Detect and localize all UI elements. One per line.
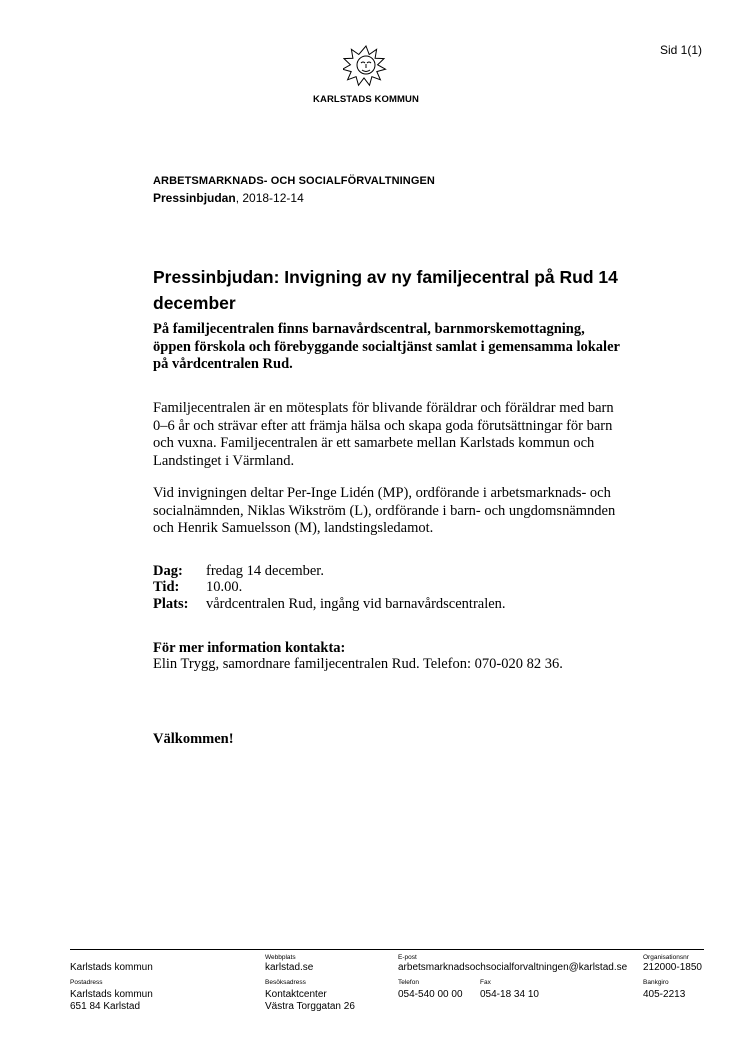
detail-value: fredag 14 december. bbox=[206, 563, 324, 579]
footer-visit-label: Besöksadress bbox=[265, 979, 306, 986]
detail-row-time bbox=[153, 580, 242, 595]
header-logo bbox=[296, 44, 436, 105]
footer-visit-line1: Kontaktcenter bbox=[265, 989, 327, 1000]
detail-label: Dag: bbox=[153, 563, 183, 579]
footer-postal-line2: 651 84 Karlstad bbox=[70, 1001, 141, 1012]
article-lead: På familjecentralen finns barnavårdscentral, barnmorskemottagning, öppen förskola och förebyggande socialtjänst samlat i gemensamma lokaler på vårdcentralen Rud. bbox=[153, 321, 620, 372]
footer-email-label: E-post bbox=[398, 954, 417, 961]
document-date: , 2018-12-14 bbox=[235, 191, 304, 205]
document-type: Pressinbjudan bbox=[153, 191, 236, 205]
body-paragraph: Familjecentralen är en mötesplats för blivande föräldrar och föräldrar med barn 0–6 år och strävar efter att främja hälsa och skapa goda förutsättningar för barn och vuxna. Familjecentralen är ett samarbete mellan Karlstads kommun och Landstinget i Värmland. bbox=[153, 400, 614, 469]
department-name: ARBETSMARKNADS- OCH SOCIALFÖRVALTNINGEN bbox=[153, 175, 435, 187]
contact-text: Elin Trygg, samordnare familjecentralen Rud. Telefon: 070-020 82 36. bbox=[153, 656, 563, 672]
footer-bankgiro: 405-2213 bbox=[643, 989, 686, 1000]
footer-email[interactable]: arbetsmarknadsochsocialforvaltningen@karlstad.se bbox=[398, 962, 628, 973]
detail-row-day bbox=[153, 564, 324, 579]
footer-fax: 054-18 34 10 bbox=[480, 989, 539, 1000]
footer-fax-label: Fax bbox=[480, 979, 491, 986]
footer-website[interactable]: karlstad.se bbox=[265, 962, 314, 973]
footer-orgnr-label: Organisationsnr bbox=[643, 954, 689, 961]
detail-label: Plats: bbox=[153, 596, 189, 612]
detail-value: vårdcentralen Rud, ingång vid barnavårdscentralen. bbox=[206, 596, 506, 612]
article-title: Pressinbjudan: Invigning av ny familjecentral på Rud 14 december bbox=[153, 267, 618, 313]
welcome-text: Välkommen! bbox=[153, 731, 234, 747]
footer-org: Karlstads kommun bbox=[70, 962, 153, 973]
footer-phone: 054-540 00 00 bbox=[398, 989, 463, 1000]
footer-phone-label: Telefon bbox=[398, 979, 419, 986]
footer-postal-label: Postadress bbox=[70, 979, 103, 986]
footer-bankgiro-label: Bankgiro bbox=[643, 979, 669, 986]
contact-heading: För mer information kontakta: bbox=[153, 640, 346, 656]
footer-divider bbox=[70, 949, 704, 950]
footer-orgnr: 212000-1850 bbox=[643, 962, 702, 973]
detail-value: 10.00. bbox=[206, 579, 243, 595]
detail-label: Tid: bbox=[153, 579, 180, 595]
footer-website-label: Webbplats bbox=[265, 954, 296, 961]
document-subtitle bbox=[153, 191, 304, 205]
footer-visit-line2: Västra Torggatan 26 bbox=[265, 1001, 355, 1012]
detail-row-place bbox=[153, 597, 506, 612]
footer-postal-line1: Karlstads kommun bbox=[70, 989, 153, 1000]
body-paragraph: Vid invigningen deltar Per-Inge Lidén (MP), ordförande i arbetsmarknads- och socialnämnden, Niklas Wikström (L), ordförande i barn- och ungdomsnämnden och Henrik Samuelsson (M), landstingsledamot. bbox=[153, 485, 616, 536]
page-number: Sid 1(1) bbox=[660, 43, 703, 57]
sun-face-icon bbox=[343, 44, 389, 88]
organization-name: KARLSTADS KOMMUN bbox=[313, 94, 419, 105]
